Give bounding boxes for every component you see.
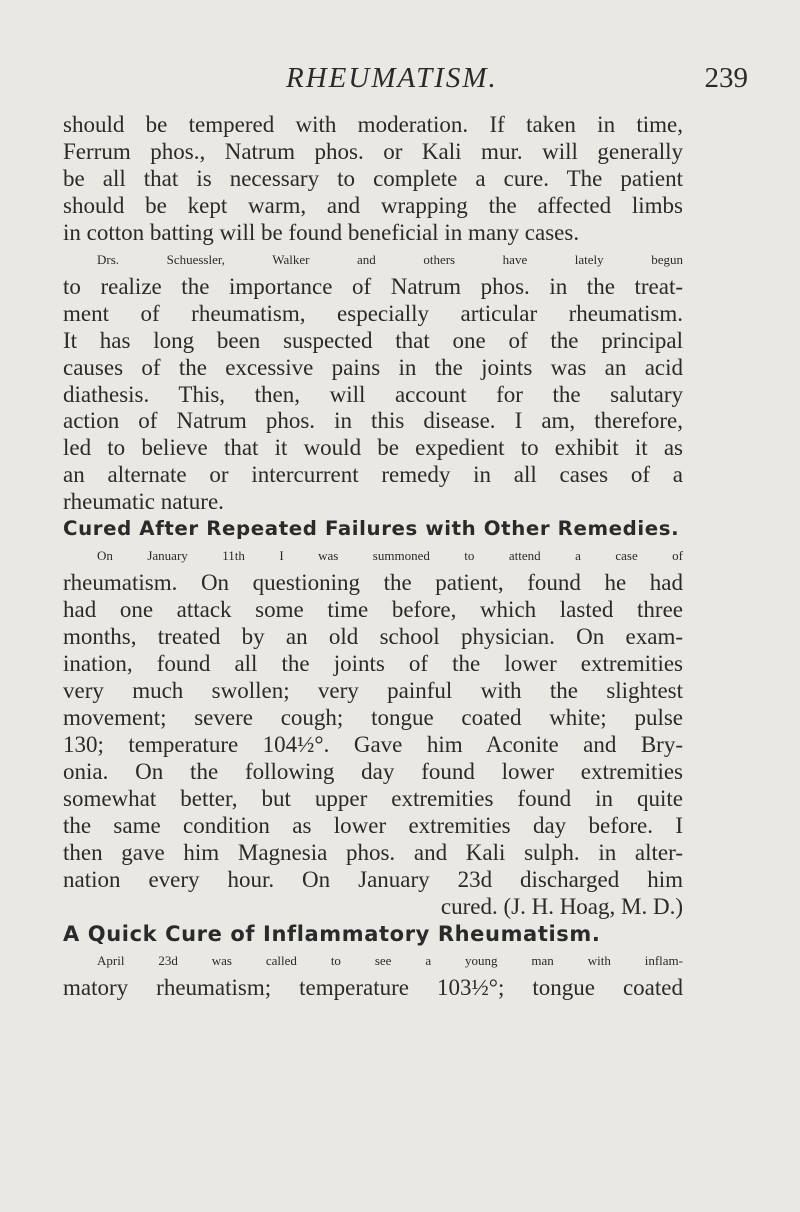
text-line: diathesis. This, then, will account for the salutary bbox=[63, 381, 683, 407]
text-line: then gave him Magnesia phos. and Kali sulph. in alter- bbox=[63, 839, 683, 865]
text-line: 130; temperature 104½°. Gave him Aconite and Bry- bbox=[63, 731, 683, 757]
text-line: very much swollen; very painful with the slightest bbox=[63, 678, 683, 704]
page-header bbox=[0, 62, 800, 102]
text-line: rheumatism. On questioning the patient, found he had bbox=[63, 570, 683, 596]
text-line: should be kept warm, and wrapping the affected limbs bbox=[63, 192, 683, 218]
text-line: the same condition as lower extremities day before. I bbox=[63, 812, 683, 838]
text-line: in cotton batting will be found beneficial in many cases. bbox=[63, 219, 580, 245]
section-heading: A Quick Cure of Inflammatory Rheumatism. bbox=[63, 921, 601, 946]
text-line: ment of rheumatism, especially articular rheumatism. bbox=[63, 300, 683, 326]
text-line: nation every hour. On January 23d discharged him bbox=[63, 866, 683, 892]
body-text bbox=[63, 112, 683, 1001]
text-line: ination, found all the joints of the lower extremities bbox=[63, 651, 683, 677]
text-line: to realize the importance of Natrum phos. in the treat- bbox=[63, 273, 683, 299]
text-line: It has long been suspected that one of the principal bbox=[63, 327, 683, 353]
text-line: somewhat better, but upper extremities found in quite bbox=[63, 785, 683, 811]
text-line: matory rheumatism; temperature 103½°; tongue coated bbox=[63, 974, 683, 1000]
text-line: movement; severe cough; tongue coated white; pulse bbox=[63, 704, 683, 730]
text-line: Drs. Schuessler, Walker and others have lately begun bbox=[97, 251, 683, 267]
text-line: causes of the excessive pains in the joints was an acid bbox=[63, 354, 683, 380]
section-heading: Cured After Repeated Failures with Other Remedies. bbox=[63, 517, 680, 541]
text-line: onia. On the following day found lower extremities bbox=[63, 758, 683, 784]
text-line: should be tempered with moderation. If taken in time, bbox=[63, 112, 683, 137]
text-line: an alternate or intercurrent remedy in all cases of a bbox=[63, 462, 683, 488]
text-line: months, treated by an old school physician. On exam- bbox=[63, 624, 683, 650]
text-line: be all that is necessary to complete a cure. The patient bbox=[63, 165, 683, 191]
text-line: cured. (J. H. Hoag, M. D.) bbox=[440, 893, 683, 919]
text-line: Ferrum phos., Natrum phos. or Kali mur. will generally bbox=[63, 138, 683, 164]
running-head: RHEUMATISM. bbox=[286, 62, 498, 94]
text-line: led to believe that it would be expedient to exhibit it as bbox=[63, 435, 683, 461]
text-line: had one attack some time before, which lasted three bbox=[63, 597, 683, 623]
text-line: On January 11th I was summoned to attend a case of bbox=[97, 548, 683, 564]
page-number: 239 bbox=[704, 62, 748, 94]
text-line: April 23d was called to see a young man with inflam- bbox=[97, 952, 683, 968]
text-line: rheumatic nature. bbox=[63, 489, 224, 515]
text-line: action of Natrum phos. in this disease. I am, therefore, bbox=[63, 408, 683, 434]
